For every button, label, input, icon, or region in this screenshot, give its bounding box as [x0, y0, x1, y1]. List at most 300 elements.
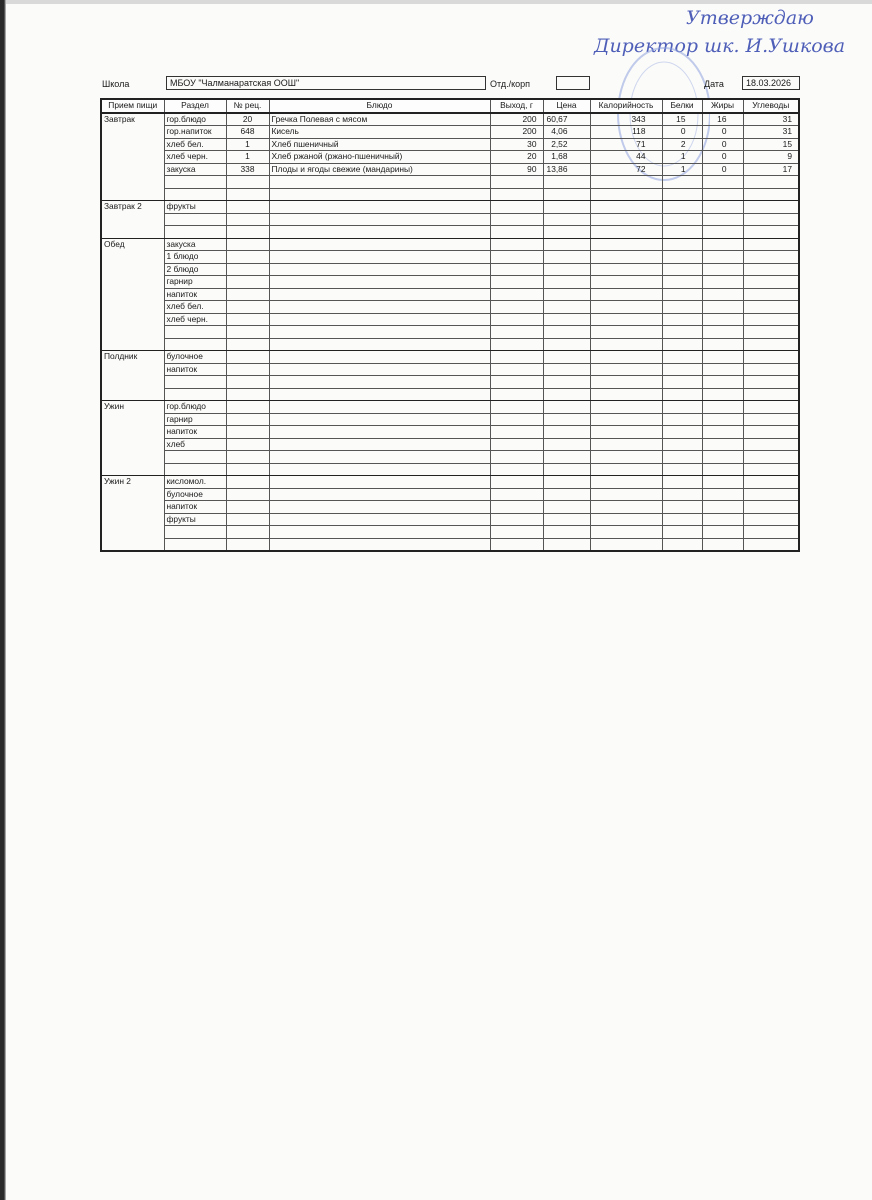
fat-cell [702, 513, 743, 526]
carbs-cell: 31 [743, 126, 799, 139]
price-cell [543, 251, 590, 264]
calories-cell [590, 263, 662, 276]
price-cell [543, 538, 590, 551]
calories-cell [590, 488, 662, 501]
recipe-cell [226, 363, 269, 376]
section-cell [164, 188, 226, 201]
carbs-cell [743, 301, 799, 314]
col-header-yield: Выход, г [490, 99, 543, 113]
dish-cell [269, 188, 490, 201]
yield-cell [490, 438, 543, 451]
protein-cell [662, 263, 702, 276]
recipe-cell [226, 338, 269, 351]
fat-cell [702, 451, 743, 464]
dish-cell: Плоды и ягоды свежие (мандарины) [269, 163, 490, 176]
fat-cell [702, 176, 743, 189]
recipe-cell [226, 213, 269, 226]
price-cell [543, 526, 590, 539]
price-cell [543, 176, 590, 189]
col-header-fat: Жиры [702, 99, 743, 113]
dish-cell: Хлеб пшеничный [269, 138, 490, 151]
section-cell [164, 338, 226, 351]
section-cell: фрукты [164, 201, 226, 214]
yield-cell [490, 451, 543, 464]
yield-cell [490, 201, 543, 214]
fat-cell [702, 526, 743, 539]
dish-cell [269, 426, 490, 439]
meal-name-cell: Обед [101, 238, 164, 351]
fat-cell [702, 263, 743, 276]
protein-cell [662, 401, 702, 414]
yield-cell [490, 376, 543, 389]
calories-cell [590, 538, 662, 551]
table-row [101, 438, 799, 451]
price-cell: 60,67 [543, 113, 590, 126]
calories-cell [590, 401, 662, 414]
protein-cell [662, 288, 702, 301]
fat-cell [702, 413, 743, 426]
protein-cell [662, 238, 702, 251]
table-row [101, 301, 799, 314]
fat-cell [702, 276, 743, 289]
fat-cell: 0 [702, 151, 743, 164]
price-cell [543, 513, 590, 526]
dish-cell [269, 363, 490, 376]
dish-cell [269, 338, 490, 351]
recipe-cell: 1 [226, 138, 269, 151]
table-row [101, 376, 799, 389]
table-row [101, 513, 799, 526]
yield-cell [490, 363, 543, 376]
calories-cell [590, 526, 662, 539]
calories-cell [590, 238, 662, 251]
carbs-cell [743, 538, 799, 551]
dish-cell [269, 376, 490, 389]
recipe-cell [226, 438, 269, 451]
section-cell: гарнир [164, 413, 226, 426]
carbs-cell [743, 326, 799, 339]
price-cell [543, 388, 590, 401]
fat-cell [702, 213, 743, 226]
fat-cell [702, 351, 743, 364]
yield-cell [490, 526, 543, 539]
recipe-cell: 1 [226, 151, 269, 164]
section-cell: хлеб черн. [164, 151, 226, 164]
section-cell: закуска [164, 238, 226, 251]
dish-cell [269, 238, 490, 251]
carbs-cell [743, 488, 799, 501]
yield-cell [490, 276, 543, 289]
dish-cell [269, 438, 490, 451]
price-cell: 1,68 [543, 151, 590, 164]
price-cell [543, 226, 590, 239]
fat-cell [702, 388, 743, 401]
price-cell [543, 288, 590, 301]
meal-name-cell: Завтрак [101, 113, 164, 201]
dish-cell [269, 513, 490, 526]
fat-cell [702, 238, 743, 251]
carbs-cell [743, 338, 799, 351]
section-cell: булочное [164, 351, 226, 364]
protein-cell [662, 463, 702, 476]
protein-cell [662, 226, 702, 239]
calories-cell [590, 326, 662, 339]
calories-cell [590, 188, 662, 201]
section-cell: гор.напиток [164, 126, 226, 139]
section-cell: гор.блюдо [164, 401, 226, 414]
price-cell: 2,52 [543, 138, 590, 151]
yield-cell [490, 313, 543, 326]
table-row [101, 351, 799, 364]
table-row [101, 538, 799, 551]
yield-cell [490, 326, 543, 339]
fat-cell [702, 301, 743, 314]
calories-cell [590, 451, 662, 464]
carbs-cell [743, 438, 799, 451]
dish-cell [269, 413, 490, 426]
carbs-cell [743, 238, 799, 251]
recipe-cell [226, 201, 269, 214]
protein-cell [662, 213, 702, 226]
date-label: Дата [704, 79, 724, 89]
protein-cell [662, 501, 702, 514]
calories-cell [590, 276, 662, 289]
calories-cell [590, 363, 662, 376]
col-header-protein: Белки [662, 99, 702, 113]
dish-cell [269, 201, 490, 214]
col-header-recipe: № рец. [226, 99, 269, 113]
carbs-cell [743, 388, 799, 401]
dish-cell: Кисель [269, 126, 490, 139]
price-cell: 13,86 [543, 163, 590, 176]
price-cell: 4,06 [543, 126, 590, 139]
carbs-cell [743, 513, 799, 526]
calories-cell [590, 501, 662, 514]
section-cell [164, 213, 226, 226]
fat-cell [702, 488, 743, 501]
recipe-cell [226, 288, 269, 301]
dish-cell [269, 326, 490, 339]
yield-cell [490, 476, 543, 489]
calories-cell [590, 413, 662, 426]
protein-cell [662, 326, 702, 339]
protein-cell [662, 201, 702, 214]
dish-cell [269, 501, 490, 514]
protein-cell [662, 513, 702, 526]
table-row [101, 251, 799, 264]
price-cell [543, 426, 590, 439]
dish-cell [269, 488, 490, 501]
calories-cell: 44 [590, 151, 662, 164]
fat-cell [702, 326, 743, 339]
yield-cell [490, 238, 543, 251]
carbs-cell [743, 401, 799, 414]
yield-cell [490, 463, 543, 476]
protein-cell [662, 426, 702, 439]
yield-cell: 200 [490, 113, 543, 126]
fat-cell [702, 463, 743, 476]
fat-cell [702, 313, 743, 326]
table-row [101, 176, 799, 189]
carbs-cell [743, 263, 799, 276]
dish-cell: Гречка Полевая с мясом [269, 113, 490, 126]
yield-cell [490, 488, 543, 501]
table-row [101, 526, 799, 539]
protein-cell [662, 338, 702, 351]
table-row [101, 213, 799, 226]
section-cell: 2 блюдо [164, 263, 226, 276]
calories-cell: 72 [590, 163, 662, 176]
protein-cell [662, 176, 702, 189]
school-name-field: МБОУ "Чалманаратская ООШ" [166, 76, 486, 90]
recipe-cell [226, 538, 269, 551]
table-header-row [101, 99, 799, 113]
price-cell [543, 413, 590, 426]
calories-cell [590, 338, 662, 351]
section-cell [164, 376, 226, 389]
fat-cell: 0 [702, 163, 743, 176]
carbs-cell [743, 276, 799, 289]
carbs-cell [743, 188, 799, 201]
menu-table [100, 98, 800, 552]
section-cell: хлеб бел. [164, 138, 226, 151]
recipe-cell [226, 276, 269, 289]
protein-cell: 1 [662, 151, 702, 164]
col-header-meal: Прием пищи [101, 99, 164, 113]
section-cell: кисломол. [164, 476, 226, 489]
recipe-cell [226, 238, 269, 251]
yield-cell [490, 388, 543, 401]
protein-cell [662, 538, 702, 551]
price-cell [543, 338, 590, 351]
date-field: 18.03.2026 [742, 76, 800, 90]
section-cell [164, 463, 226, 476]
scan-edge-left [0, 0, 6, 1200]
section-cell: закуска [164, 163, 226, 176]
section-cell: напиток [164, 363, 226, 376]
recipe-cell [226, 476, 269, 489]
recipe-cell [226, 451, 269, 464]
section-cell [164, 326, 226, 339]
table-row [101, 188, 799, 201]
table-row [101, 226, 799, 239]
protein-cell: 0 [662, 126, 702, 139]
yield-cell [490, 176, 543, 189]
recipe-cell: 20 [226, 113, 269, 126]
table-row [101, 501, 799, 514]
document-header [100, 76, 800, 94]
carbs-cell [743, 201, 799, 214]
protein-cell [662, 388, 702, 401]
recipe-cell [226, 313, 269, 326]
yield-cell [490, 401, 543, 414]
dish-cell: Хлеб ржаной (ржано-пшеничный) [269, 151, 490, 164]
yield-cell [490, 251, 543, 264]
yield-cell [490, 213, 543, 226]
signature-line-1: Утверждаю [686, 7, 814, 29]
meal-name-cell: Завтрак 2 [101, 201, 164, 239]
price-cell [543, 313, 590, 326]
section-cell [164, 526, 226, 539]
carbs-cell [743, 526, 799, 539]
yield-cell [490, 538, 543, 551]
dish-cell [269, 451, 490, 464]
meal-name-cell: Ужин 2 [101, 476, 164, 552]
carbs-cell: 9 [743, 151, 799, 164]
calories-cell [590, 213, 662, 226]
fat-cell [702, 376, 743, 389]
protein-cell: 15 [662, 113, 702, 126]
price-cell [543, 501, 590, 514]
table-row [101, 163, 799, 176]
yield-cell: 90 [490, 163, 543, 176]
yield-cell [490, 301, 543, 314]
dish-cell [269, 288, 490, 301]
dish-cell [269, 226, 490, 239]
meal-name-cell: Полдник [101, 351, 164, 401]
protein-cell [662, 488, 702, 501]
dish-cell [269, 388, 490, 401]
calories-cell [590, 513, 662, 526]
dish-cell [269, 176, 490, 189]
protein-cell [662, 313, 702, 326]
dish-cell [269, 263, 490, 276]
table-row [101, 288, 799, 301]
carbs-cell [743, 426, 799, 439]
table-row [101, 388, 799, 401]
carbs-cell [743, 213, 799, 226]
price-cell [543, 438, 590, 451]
calories-cell [590, 376, 662, 389]
table-row [101, 151, 799, 164]
recipe-cell [226, 488, 269, 501]
signature-line-2: Директор шк. И.Ушкова [594, 35, 846, 57]
price-cell [543, 326, 590, 339]
fat-cell [702, 363, 743, 376]
carbs-cell [743, 451, 799, 464]
recipe-cell [226, 226, 269, 239]
recipe-cell [226, 388, 269, 401]
section-cell: гарнир [164, 276, 226, 289]
table-row [101, 238, 799, 251]
recipe-cell: 648 [226, 126, 269, 139]
recipe-cell [226, 176, 269, 189]
carbs-cell [743, 251, 799, 264]
recipe-cell: 338 [226, 163, 269, 176]
dish-cell [269, 401, 490, 414]
fat-cell [702, 476, 743, 489]
price-cell [543, 376, 590, 389]
protein-cell [662, 363, 702, 376]
carbs-cell [743, 376, 799, 389]
col-header-section: Раздел [164, 99, 226, 113]
dish-cell [269, 251, 490, 264]
price-cell [543, 463, 590, 476]
dish-cell [269, 538, 490, 551]
table-row [101, 476, 799, 489]
recipe-cell [226, 426, 269, 439]
col-header-price: Цена [543, 99, 590, 113]
table-row [101, 138, 799, 151]
recipe-cell [226, 501, 269, 514]
recipe-cell [226, 526, 269, 539]
section-cell: фрукты [164, 513, 226, 526]
yield-cell [490, 513, 543, 526]
fat-cell [702, 401, 743, 414]
recipe-cell [226, 263, 269, 276]
calories-cell [590, 288, 662, 301]
recipe-cell [226, 376, 269, 389]
table-row [101, 488, 799, 501]
price-cell [543, 263, 590, 276]
protein-cell [662, 276, 702, 289]
price-cell [543, 201, 590, 214]
dish-cell [269, 301, 490, 314]
menu-table-body [101, 113, 799, 552]
yield-cell [490, 426, 543, 439]
carbs-cell [743, 363, 799, 376]
calories-cell: 71 [590, 138, 662, 151]
carbs-cell [743, 288, 799, 301]
table-row [101, 426, 799, 439]
fat-cell: 0 [702, 126, 743, 139]
price-cell [543, 238, 590, 251]
calories-cell [590, 463, 662, 476]
fat-cell [702, 538, 743, 551]
table-row [101, 326, 799, 339]
recipe-cell [226, 188, 269, 201]
yield-cell [490, 226, 543, 239]
price-cell [543, 351, 590, 364]
price-cell [543, 276, 590, 289]
section-cell [164, 388, 226, 401]
calories-cell [590, 313, 662, 326]
col-header-calories: Калорийность [590, 99, 662, 113]
recipe-cell [226, 251, 269, 264]
dish-cell [269, 351, 490, 364]
price-cell [543, 476, 590, 489]
yield-cell [490, 263, 543, 276]
yield-cell [490, 351, 543, 364]
meal-name-cell: Ужин [101, 401, 164, 476]
table-row [101, 263, 799, 276]
recipe-cell [226, 513, 269, 526]
table-row [101, 276, 799, 289]
dish-cell [269, 276, 490, 289]
protein-cell [662, 438, 702, 451]
calories-cell [590, 476, 662, 489]
school-label: Школа [102, 79, 130, 89]
fat-cell [702, 251, 743, 264]
section-cell: булочное [164, 488, 226, 501]
protein-cell [662, 413, 702, 426]
dish-cell [269, 213, 490, 226]
fat-cell [702, 338, 743, 351]
yield-cell [490, 338, 543, 351]
price-cell [543, 213, 590, 226]
calories-cell [590, 438, 662, 451]
recipe-cell [226, 401, 269, 414]
yield-cell: 30 [490, 138, 543, 151]
recipe-cell [226, 413, 269, 426]
yield-cell [490, 188, 543, 201]
fat-cell [702, 288, 743, 301]
calories-cell [590, 426, 662, 439]
carbs-cell: 31 [743, 113, 799, 126]
fat-cell [702, 201, 743, 214]
carbs-cell [743, 476, 799, 489]
calories-cell: 343 [590, 113, 662, 126]
